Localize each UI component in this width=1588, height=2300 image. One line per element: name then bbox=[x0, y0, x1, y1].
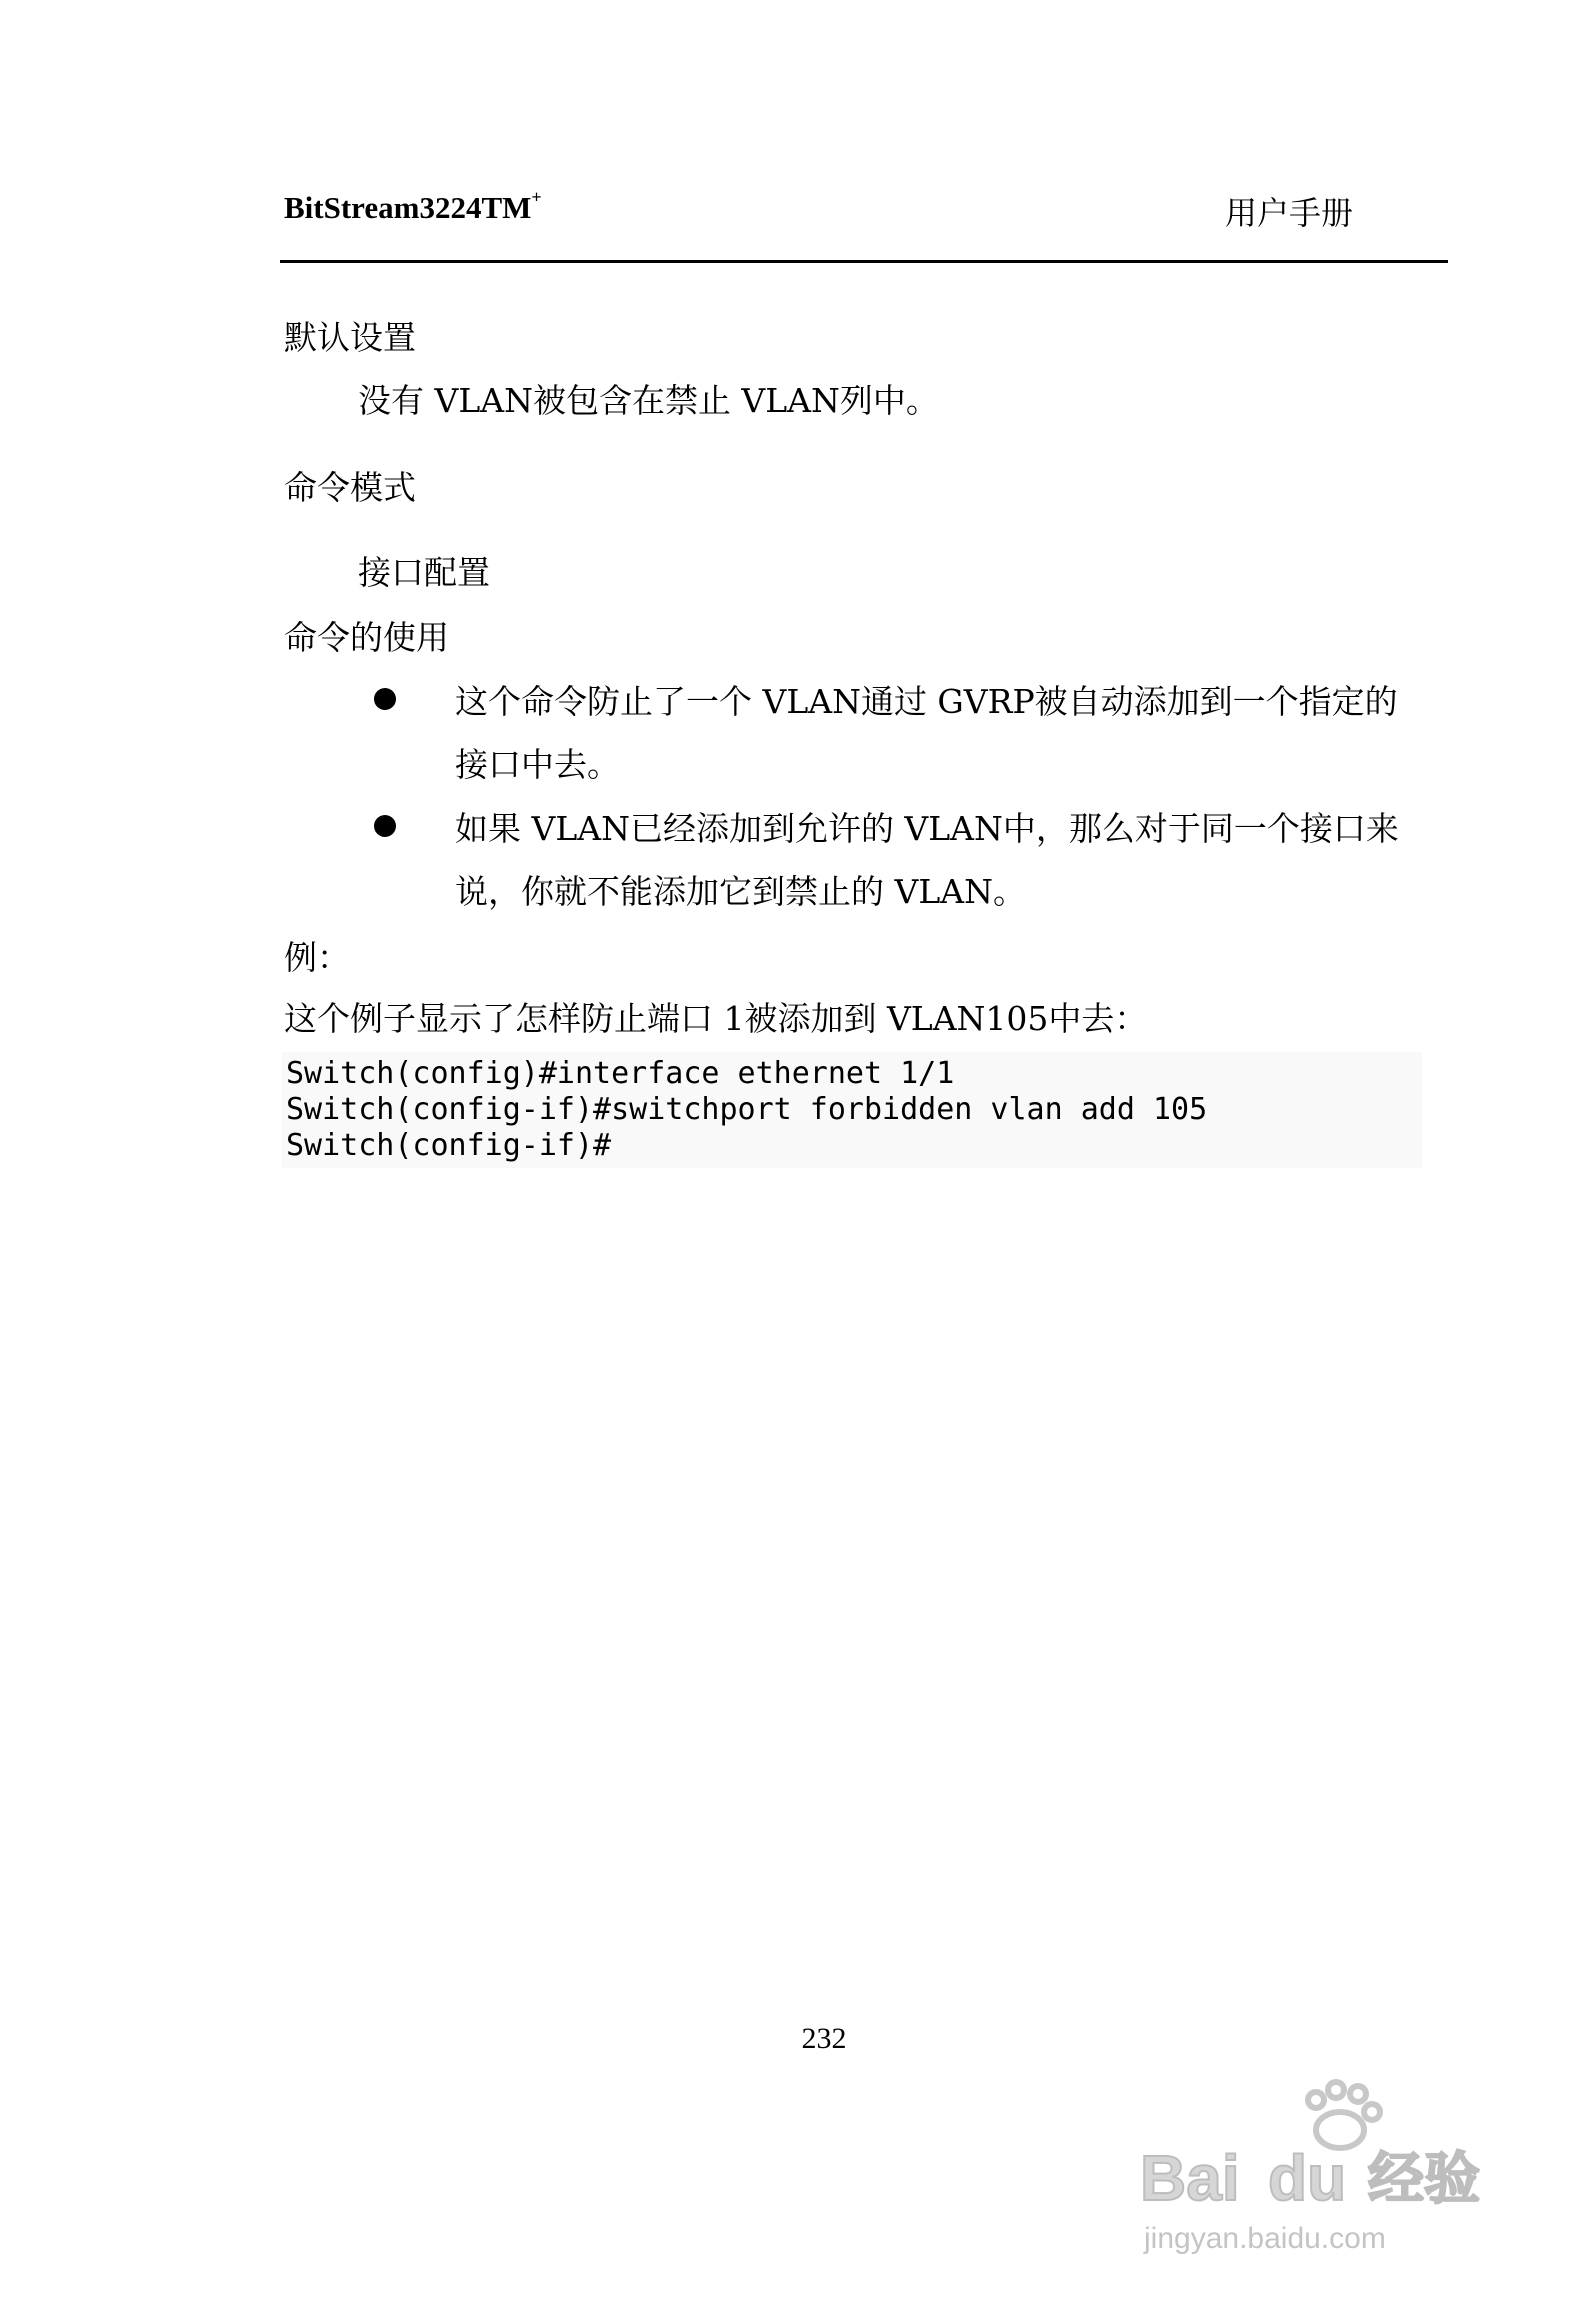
header-doc-type: 用户手册 bbox=[1225, 194, 1354, 232]
usage-heading: 命令的使用 bbox=[284, 618, 449, 657]
header-title: BitStream3224TM+ bbox=[284, 186, 542, 225]
svg-text:du: du bbox=[1268, 2142, 1347, 2214]
example-text: 这个例子显示了怎样防止端口 1被添加到 VLAN105中去： bbox=[284, 999, 1148, 1038]
page-number: 232 bbox=[801, 2022, 847, 2055]
bullet-1-line-1: 这个命令防止了一个 VLAN通过 GVRP被自动添加到一个指定的 bbox=[455, 682, 1398, 721]
bullet-2-line-1: 如果 VLAN已经添加到允许的 VLAN中，那么对于同一个接口来 bbox=[455, 809, 1399, 848]
baidu-jingyan-watermark bbox=[1130, 2070, 1530, 2270]
svg-text:经验: 经验 bbox=[1368, 2147, 1480, 2212]
header-divider bbox=[280, 260, 1448, 263]
code-line: Switch(config-if)# bbox=[286, 1128, 612, 1163]
code-line: Switch(config-if)#switchport forbidden vlan add 105 bbox=[286, 1092, 1208, 1127]
bullet-dot bbox=[374, 688, 396, 710]
mode-heading: 命令模式 bbox=[284, 468, 416, 507]
svg-text:Bai: Bai bbox=[1140, 2142, 1240, 2214]
watermark-url: jingyan.baidu.com bbox=[1144, 2222, 1386, 2255]
bullet-dot bbox=[374, 815, 396, 837]
example-heading: 例： bbox=[284, 938, 350, 977]
bullet-1-line-2: 接口中去。 bbox=[455, 745, 620, 784]
default-heading: 默认设置 bbox=[284, 318, 416, 357]
mode-text: 接口配置 bbox=[358, 553, 490, 592]
default-text: 没有 VLAN被包含在禁止 VLAN列中。 bbox=[358, 381, 939, 420]
code-block bbox=[282, 1052, 1422, 1168]
bullet-2-line-2: 说，你就不能添加它到禁止的 VLAN。 bbox=[455, 872, 1026, 911]
code-line: Switch(config)#interface ethernet 1/1 bbox=[286, 1056, 955, 1091]
